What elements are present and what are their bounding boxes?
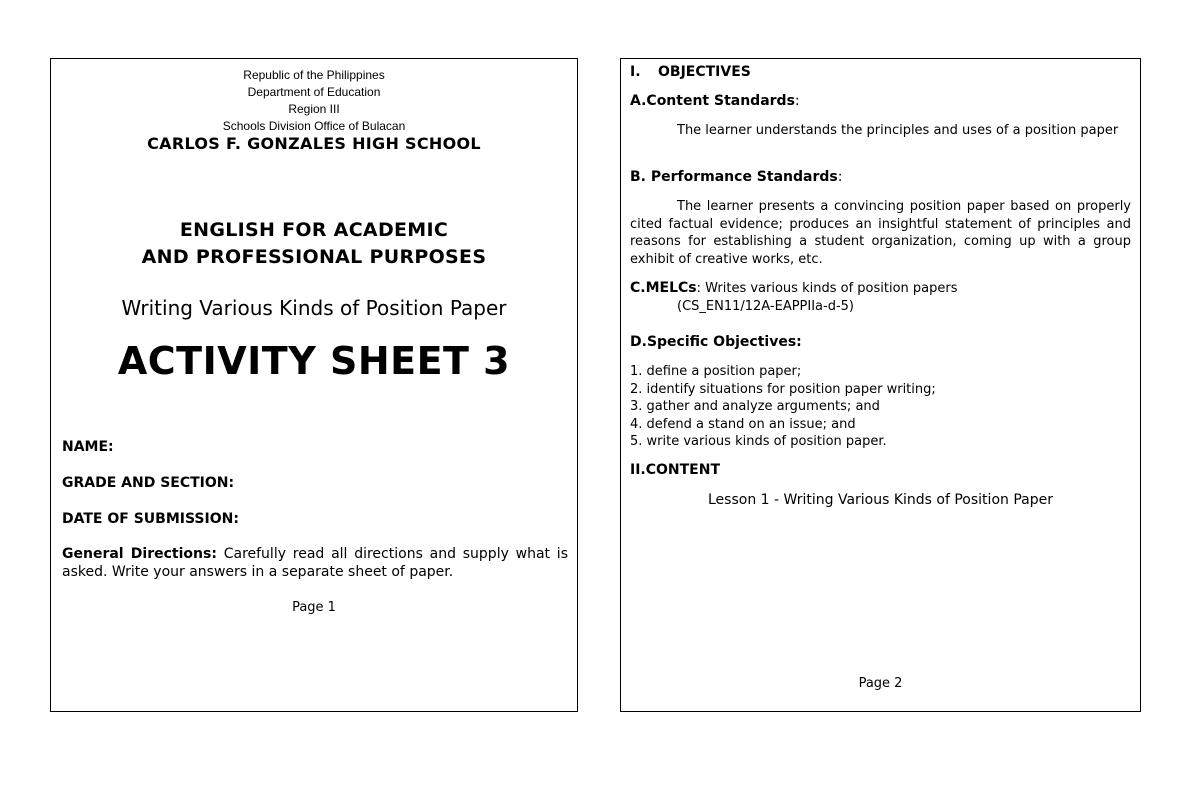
lesson-title: Writing Various Kinds of Position Paper — [121, 296, 507, 320]
header-region: Region III — [288, 102, 340, 116]
objectives-title: OBJECTIVES — [658, 64, 751, 80]
content-heading: II.CONTENT — [630, 462, 721, 478]
performance-standards-label: B. Performance Standards — [630, 169, 838, 185]
subject-line-2: AND PROFESSIONAL PURPOSES — [141, 246, 487, 268]
content-standards-colon: : — [794, 93, 800, 109]
melcs-label: C.MELCs — [630, 280, 697, 296]
objectives-heading — [630, 64, 1131, 82]
performance-standards-heading — [630, 169, 1131, 187]
content-standards-heading — [630, 93, 1131, 111]
melcs-code: (CS_EN11/12A-EAPPIIa-d-5) — [677, 299, 854, 314]
directions-text: Carefully read all directions and supply what is asked. Write your answers in a separate sheet of paper. — [62, 546, 568, 580]
name-label: NAME: — [62, 439, 114, 455]
page-1 — [50, 58, 578, 712]
header-republic: Republic of the Philippines — [243, 68, 385, 82]
subject-title — [51, 217, 577, 271]
content-standards-text: The learner understands the principles and uses of a position paper — [677, 123, 1119, 138]
objectives-number: I. — [630, 64, 641, 80]
list-item: 2. identify situations for position paper writing; — [630, 381, 936, 397]
melcs-heading — [630, 280, 1131, 298]
header-department: Department of Education — [247, 85, 381, 99]
performance-standards-text: The learner presents a convincing position paper based on properly cited factual evidence; produces an insightful statement of principles and reasons for establishing a student organization, coming up with a group exhibit of creative works, etc. — [630, 199, 1131, 267]
specific-objectives-list — [630, 363, 1131, 451]
general-directions — [62, 545, 568, 581]
header-block — [51, 67, 577, 135]
page-number: Page 1 — [292, 600, 336, 615]
specific-objectives-heading: D.Specific Objectives: — [630, 334, 802, 350]
date-submission-label: DATE OF SUBMISSION: — [62, 511, 239, 527]
page-2 — [620, 58, 1141, 712]
list-item: 1. define a position paper; — [630, 364, 802, 379]
grade-section-label: GRADE AND SECTION: — [62, 475, 235, 491]
school-name: CARLOS F. GONZALES HIGH SCHOOL — [147, 134, 481, 153]
list-item: 4. defend a stand on an issue; and — [630, 416, 856, 432]
list-item: 3. gather and analyze arguments; and — [630, 399, 880, 414]
directions-label: General Directions: — [62, 546, 217, 562]
header-division: Schools Division Office of Bulacan — [222, 119, 406, 133]
melcs-text: : Writes various kinds of position papers — [696, 281, 958, 296]
lesson-line: Lesson 1 - Writing Various Kinds of Position Paper — [708, 492, 1053, 508]
subject-line-1: ENGLISH FOR ACADEMIC — [179, 219, 449, 241]
content-standards-label: A.Content Standards — [630, 93, 795, 109]
page-number: Page 2 — [858, 676, 903, 691]
list-item: 5. write various kinds of position paper. — [630, 434, 887, 449]
performance-standards-colon: : — [837, 169, 843, 185]
activity-title: ACTIVITY SHEET 3 — [117, 339, 511, 383]
